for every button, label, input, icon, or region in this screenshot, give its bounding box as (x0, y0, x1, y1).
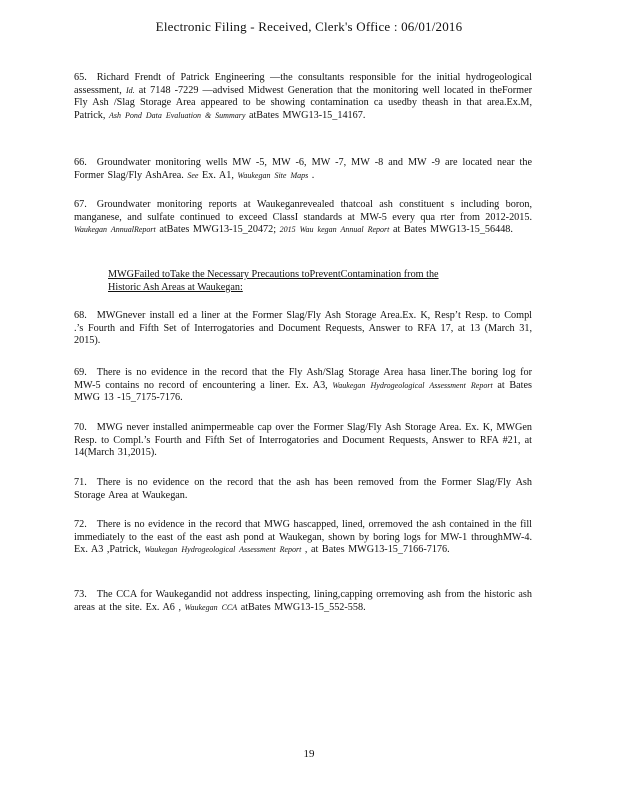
paragraph-text: atBates MWG13-15_20472; (155, 224, 280, 236)
paragraph-65 (74, 72, 532, 122)
paragraph-text: There is no evidence on the record that the ash has been removed from the Former Slag/Fly Ash Storage Area at Waukegan. (74, 477, 532, 501)
paragraph-text: atBates MWG13-15_552-558. (237, 601, 366, 613)
paragraph-text: Groundwater monitoring reports at Waukeganrevealed thatcoal ash constituent s including boron, manganese, and sulfate continued to exceed ClassI standards at MW-5 every qua rter from 2012-2015. (74, 199, 532, 223)
paragraph-73 (74, 589, 532, 614)
paragraph-71 (74, 477, 532, 502)
paragraph-68 (74, 310, 532, 348)
section-heading (108, 268, 503, 294)
paragraph-number: 68. (74, 310, 87, 321)
paragraph-text: atBates MWG13-15_14167. (245, 109, 366, 121)
paragraph-text: There is no evidence in the record that the Fly Ash/Slag Storage Area hasa liner.The boring log for MW-5 contains no record of encountering a liner. Ex. A3, (74, 367, 532, 391)
filing-header: Electronic Filing - Received, Clerk's Office : 06/01/2016 (155, 19, 463, 34)
paragraph-69 (74, 367, 532, 405)
paragraph-text: MWG never installed animpermeable cap over the Former Slag/Fly Ash Storage Area. Ex. K, MWGen Resp. to Compl.’s Fourth and Fifth Set of Interrogatories and Document Requests, Answer to RFA #21, at 14(March 31,2015). (74, 422, 532, 459)
paragraph-number: 66. (74, 157, 87, 168)
paragraph-text: at Bates MWG 13 -15_7175-7176. (74, 379, 532, 404)
paragraph-number: 69. (74, 367, 87, 378)
citation-italic: Waukegan Hydrogeological Assessment Report (144, 545, 302, 555)
paragraph-text: MWGnever install ed a liner at the Former Slag/Fly Ash Storage Area.Ex. K, Resp’t Resp. to Compl .’s Fourth and Fifth Set of Interrogatories and Document Requests, Answer to RFA 17, at 13 (March 31, 2015). (74, 310, 532, 347)
section-heading-line: Historic Ash Areas at Waukegan: (108, 282, 243, 293)
paragraph-text: The CCA for Waukegandid not address inspecting, lining,capping orremoving ash from the historic ash areas at the site. Ex. A6 , (74, 589, 532, 613)
citation-italic: 2015 Wau kegan Annual Report (279, 225, 390, 235)
citation-italic: Id. (125, 85, 135, 95)
citation-italic: Waukegan AnnualReport (74, 225, 156, 235)
paragraph-text: at Bates MWG13-15_56448. (389, 224, 513, 236)
paragraph-72 (74, 519, 532, 557)
paragraph-text: , at Bates MWG13-15_7166-7176. (301, 544, 450, 556)
citation-italic: Waukegan Hydrogeological Assessment Report (332, 380, 493, 390)
paragraph-67 (74, 199, 532, 237)
paragraph-number: 67. (74, 199, 87, 210)
page-number: 19 (303, 748, 315, 760)
paragraph-text: at 7148 -7229 —advised Midwest Generation that the monitoring well located in theFormer Fly Ash /Slag Storage Area appeared to be showing contamination ca usedby theash in that area.Ex.M, Patrick, (74, 84, 533, 121)
section-heading-line: MWGFailed toTake the Necessary Precautions toPreventContamination from the (108, 269, 439, 280)
paragraph-text: Ex. A1, (198, 169, 238, 181)
citation-italic: Waukegan CCA (184, 602, 238, 612)
paragraph-66 (74, 157, 532, 182)
paragraph-number: 70. (74, 422, 87, 433)
paragraph-number: 65. (74, 72, 87, 83)
paragraph-number: 72. (74, 519, 87, 530)
paragraph-text: Groundwater monitoring wells MW -5, MW -6, MW -7, MW -8 and MW -9 are located near the Former Slag/Fly AshArea. (74, 157, 532, 181)
paragraph-text: . (308, 169, 315, 181)
paragraph-text: Richard Frendt of Patrick Engineering —the consultants responsible for the initial hydrogeological assessment, (74, 72, 532, 96)
citation-italic: Ash Pond Data Evaluation & Summary (108, 110, 246, 120)
citation-italic: Waukegan Site Maps (237, 170, 309, 180)
paragraph-number: 73. (74, 589, 87, 600)
paragraph-70 (74, 422, 532, 460)
paragraph-text: There is no evidence in the record that MWG hascapped, lined, orremoved the ash contained in the fill immediately to the east of the east ash pond at Waukegan, shown by boring logs for MW-1 throughMW-4. Ex. A3 ,Patrick, (74, 519, 532, 556)
citation-italic: See (187, 170, 199, 180)
paragraph-number: 71. (74, 477, 87, 488)
